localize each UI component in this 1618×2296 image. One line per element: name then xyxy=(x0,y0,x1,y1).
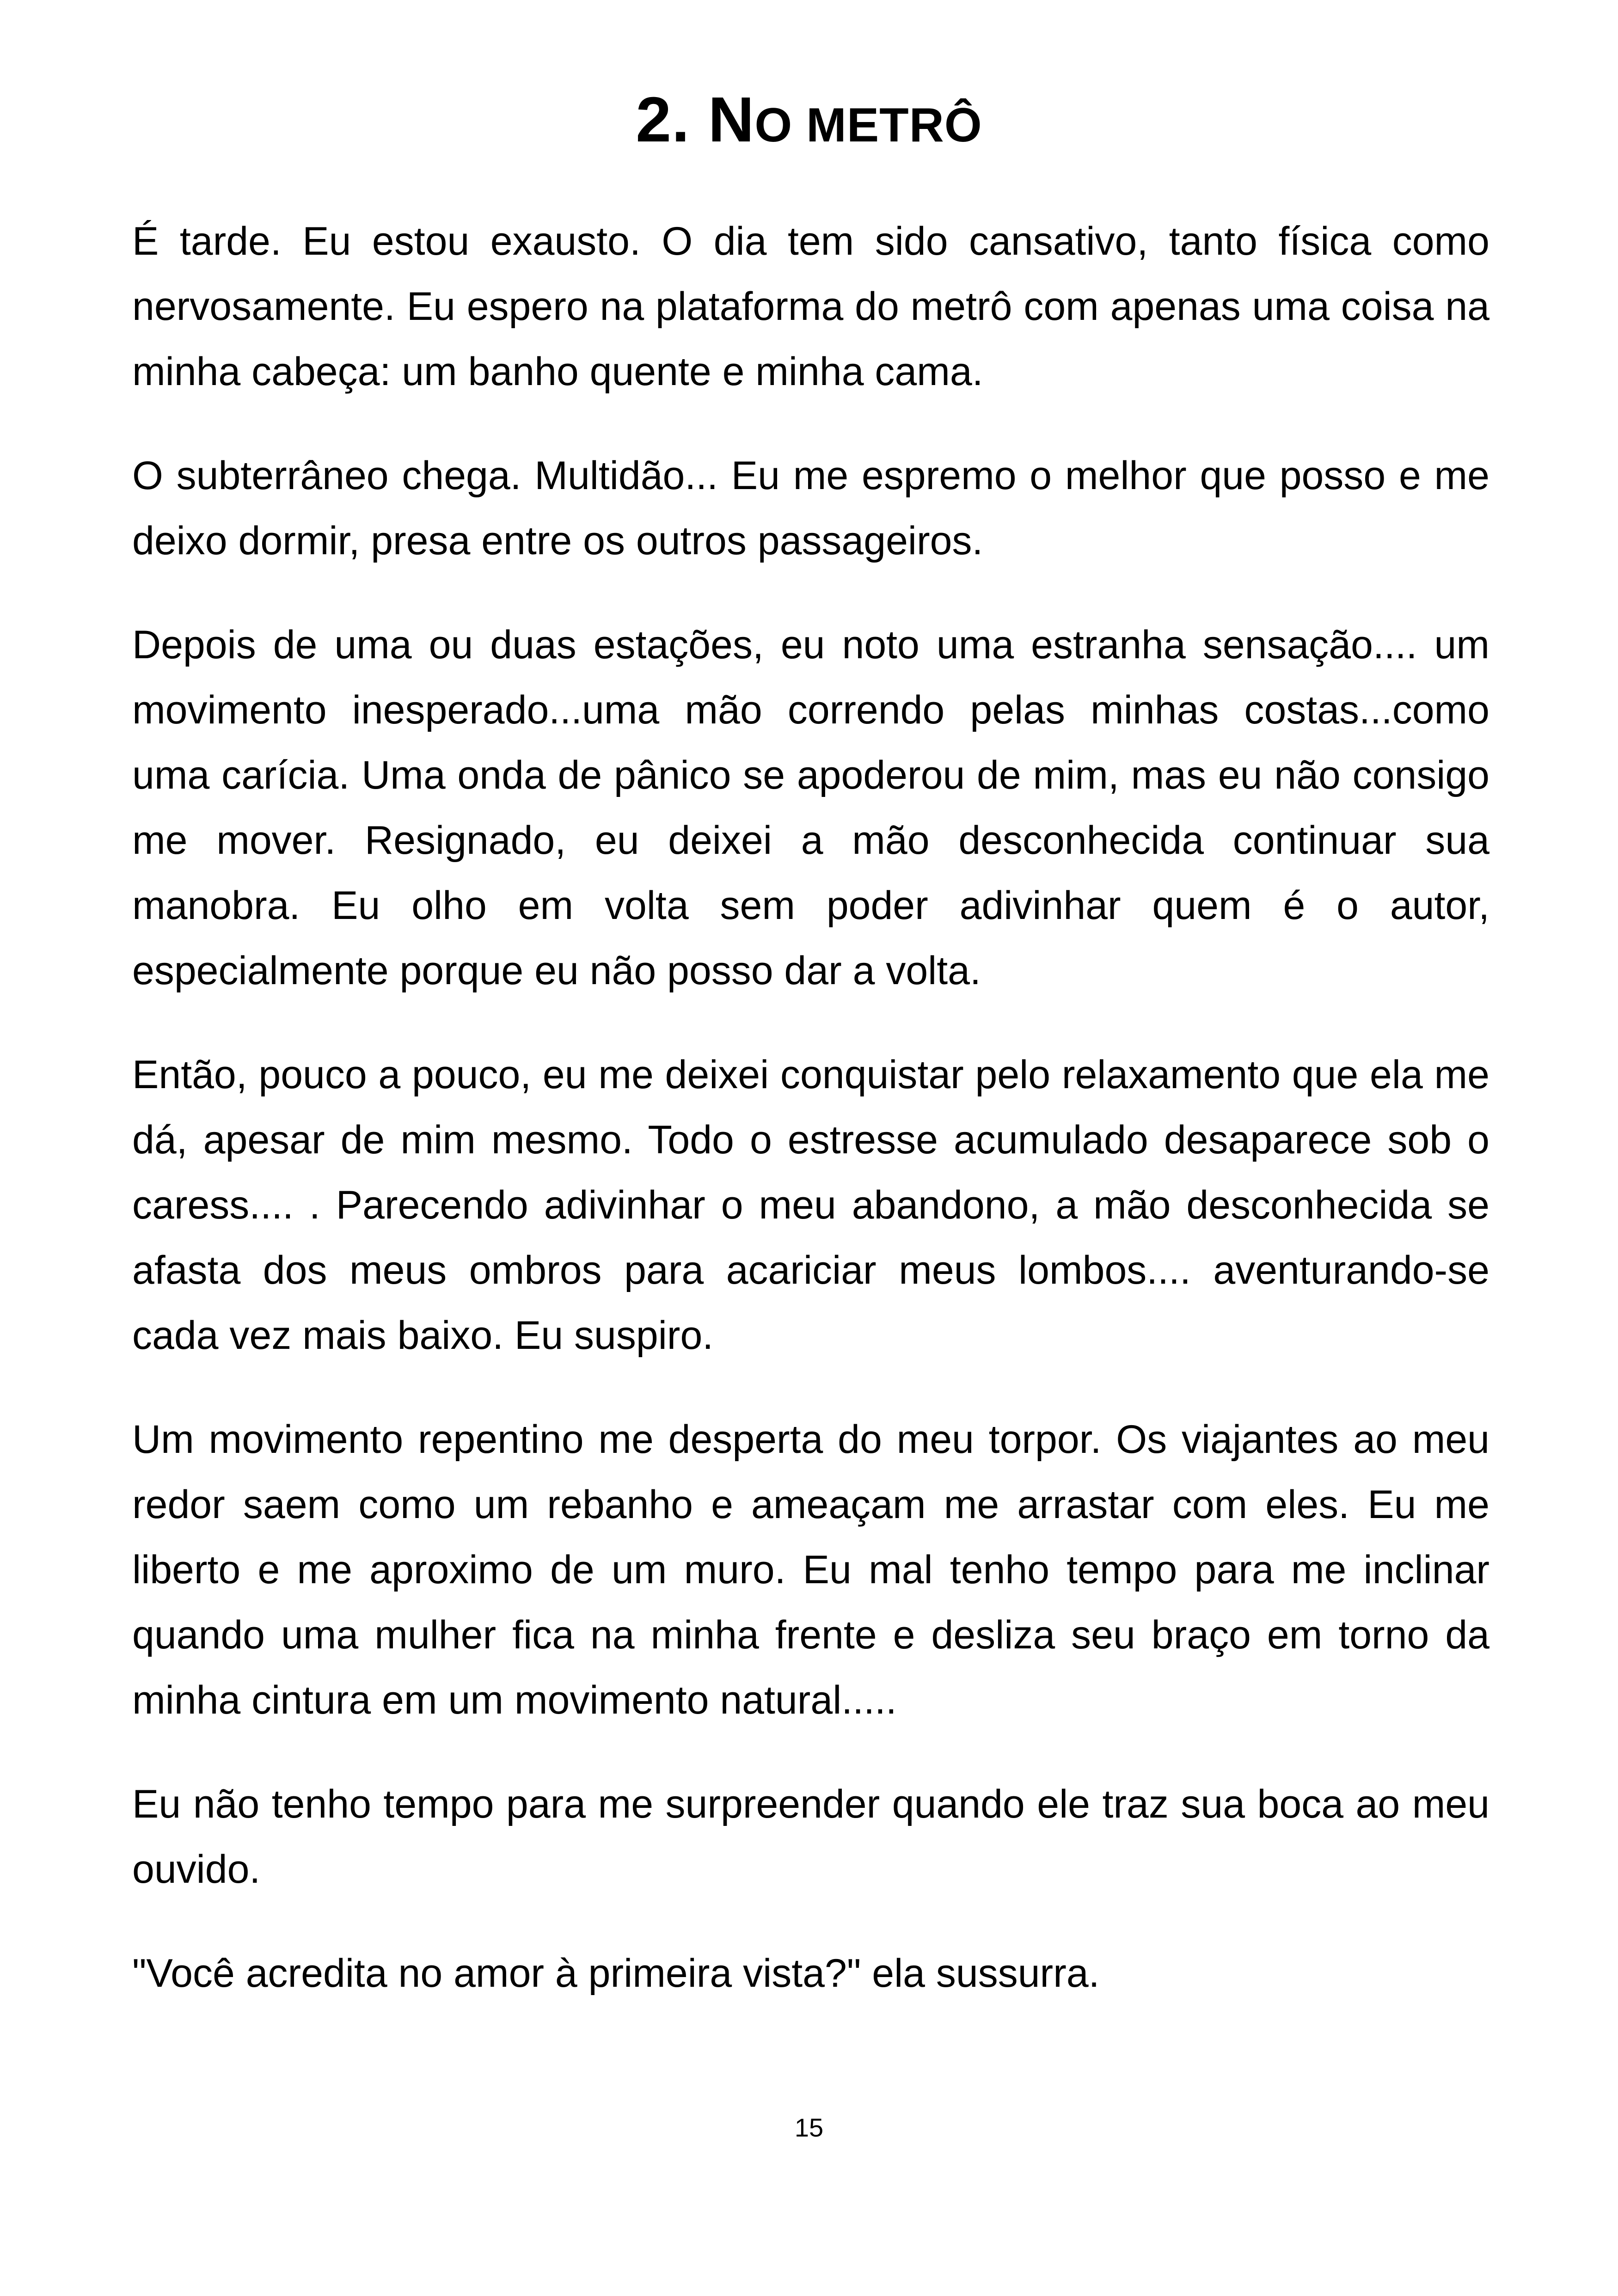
paragraph: Então, pouco a pouco, eu me deixei conquistar pelo relaxamento que ela me dá, apesar de mim mesmo. Todo o estresse acumulado desaparece sob o caress.... . Parecendo adivinhar o meu abandono, a mão desconhecida se afasta dos meus ombros para acariciar meus lombos.... aventurando-se cada vez mais baixo. Eu suspiro. xyxy=(132,1053,1489,1358)
paragraph: "Você acredita no amor à primeira vista?" ela sussurra. xyxy=(132,1951,1100,1996)
chapter-number: 2. xyxy=(636,84,690,155)
paragraph: Depois de uma ou duas estações, eu noto uma estranha sensação.... um movimento inesperado...uma mão correndo pelas minhas costas...como uma carícia. Uma onda de pânico se apoderou de mim, mas eu não consigo me mover. Resignado, eu deixei a mão desconhecida continuar sua manobra. Eu olho em volta sem poder adivinhar quem é o autor, especialmente porque eu não posso dar a volta. xyxy=(132,623,1489,993)
paragraph: O subterrâneo chega. Multidão... Eu me espremo o melhor que posso e me deixo dormir, presa entre os outros passageiros. xyxy=(132,453,1489,563)
chapter-title-initial: N xyxy=(708,84,755,155)
body-text xyxy=(132,209,1489,2045)
paragraph: Eu não tenho tempo para me surpreender quando ele traz sua boca ao meu ouvido. xyxy=(132,1782,1489,1892)
chapter-title-rest: O METRÔ xyxy=(754,98,982,152)
chapter-title xyxy=(0,84,1618,155)
paragraph: É tarde. Eu estou exausto. O dia tem sido cansativo, tanto física como nervosamente. Eu espero na plataforma do metrô com apenas uma coisa na minha cabeça: um banho quente e minha cama. xyxy=(132,219,1489,394)
page-number: 15 xyxy=(794,2113,824,2142)
paragraph: Um movimento repentino me desperta do meu torpor. Os viajantes ao meu redor saem como um rebanho e ameaçam me arrastar com eles. Eu me liberto e me aproximo de um muro. Eu mal tenho tempo para me inclinar quando uma mulher fica na minha frente e desliza seu braço em torno da minha cintura em um movimento natural..... xyxy=(132,1417,1489,1722)
